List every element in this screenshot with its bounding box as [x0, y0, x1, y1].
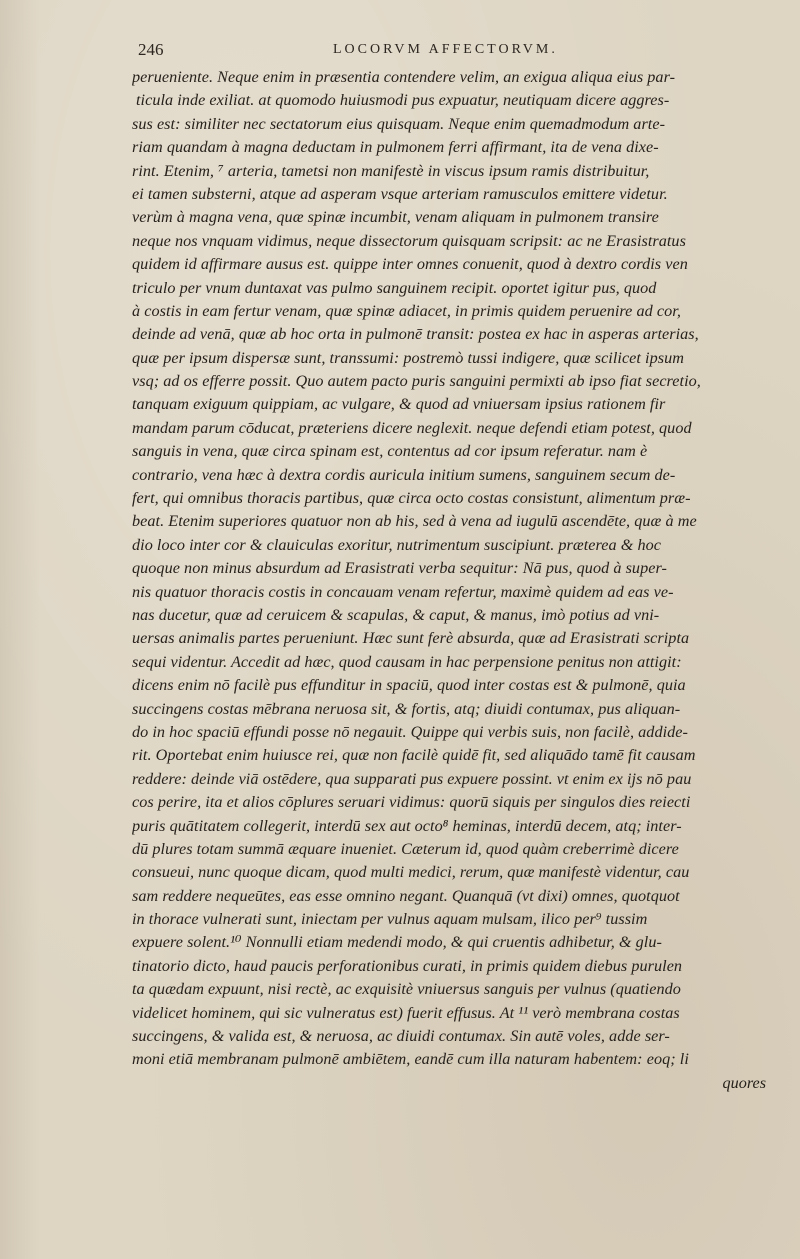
text-line: rint. Etenim, ⁷ arteria, tametsi non manifestè in viscus ipsum ramis distribuitur,	[132, 161, 650, 180]
text-line: rit. Oportebat enim huiusce rei, quæ non facilè quidē fit, sed aliquādo tamē fit causam	[132, 746, 696, 765]
text-line: dicens enim nō facilè pus effunditur in spaciū, quod inter costas est & pulmonē, quia	[132, 676, 686, 695]
text-line: succingens, & valida est, & neruosa, ac diuidi contumax. Sin autē voles, adde ser-	[132, 1027, 670, 1046]
catchword: quores	[722, 1073, 766, 1092]
text-line: perueniente. Neque enim in præsentia contendere velim, an exigua aliqua eius par-	[132, 68, 676, 86]
text-line: sequi videntur. Accedit ad hæc, quod causam in hac perpensione penitus non attigit:	[132, 652, 682, 671]
text-line: dio loco inter cor & clauiculas exoritur, nutrimentum suscipiunt. præterea & hoc	[132, 535, 661, 554]
text-line: contrario, vena hæc à dextra cordis auricula initium sumens, sanguinem secum de-	[132, 465, 676, 484]
text-line: fert, qui omnibus thoracis partibus, quæ circa octo costas consistunt, alimentum præ-	[132, 489, 691, 508]
text-line: triculo per vnum duntaxat vas pulmo sanguinem recipit. oportet igitur pus, quod	[132, 278, 657, 297]
text-line: deinde ad venā, quæ ab hoc orta in pulmonē transit: postea ex hac in asperas arterias,	[132, 325, 699, 344]
text-line: neque nos vnquam vidimus, neque dissectorum quisquam scripsit: ac ne Erasistratus	[132, 231, 686, 250]
text-line: quoque non minus absurdum ad Erasistrati verba sequitur: Nā pus, quod à super-	[132, 559, 667, 578]
text-line: moni etiā membranam pulmonē ambiētem, eandē cum illa naturam habentem: eoq; li	[132, 1050, 689, 1069]
text-line: ta quædam expuunt, nisi rectè, ac exquisitè vniuersus sanguis per vulnus (quatiendo	[132, 980, 681, 999]
text-line: nas ducetur, quæ ad ceruicem & scapulas, & caput, & manus, imò potius ad vni-	[132, 605, 660, 624]
text-line: reddere: deinde viā ostēdere, qua supparati pus expuere possint. vt enim ex ijs nō pau	[132, 769, 692, 788]
text-line: sus est: similiter nec sectatorum eius quisquam. Neque enim quemadmodum arte-	[132, 114, 666, 133]
text-line: sanguis in vena, quæ circa spinam est, contentus ad cor ipsum referatur. nam è	[132, 442, 648, 461]
text-line: consueui, nunc quoque dicam, quod multi medici, rerum, quæ manifestè videntur, cau	[132, 863, 690, 882]
text-line: quidem id affirmare ausus est. quippe inter omnes conuenit, quod à dextro cordis ven	[132, 255, 688, 274]
body-text	[132, 66, 772, 1095]
text-line: mandam parum cōducat, præteriens dicere neglexit. neque defendi etiam potest, quod	[132, 418, 692, 437]
text-line: tinatorio dicto, haud paucis perforationibus curati, in primis quidem diebus purulen	[132, 956, 683, 975]
text-line: ticula inde exiliat. at quomodo huiusmodi pus expuatur, neutiquam dicere aggres-	[136, 91, 670, 110]
text-line: verùm à magna vena, quæ spinæ incumbit, venam aliquam in pulmonem transire	[132, 208, 659, 227]
text-line: riam quandam à magna deductam in pulmonem ferri affirmant, ita de vena dixe-	[132, 138, 659, 157]
text-line: uersas animalis partes perueniunt. Hæc sunt ferè absurda, quæ ad Erasistrati scripta	[132, 629, 690, 648]
text-line: succingens costas mēbrana neruosa sit, & fortis, atq; diuidi contumax, pus aliquan-	[132, 699, 681, 718]
text-line: puris quātitatem collegerit, interdū sex aut octo⁸ heminas, interdū decem, atq; inter-	[132, 816, 682, 835]
page-number: 246	[138, 40, 164, 59]
running-head	[138, 40, 770, 64]
text-line: vsq; ad os efferre possit. Quo autem pacto puris sanguini permixti ab ipso fiat secretio,	[132, 372, 701, 391]
text-line: cos perire, ita et alios cōplures seruari vidimus: quorū siquis per singulos dies reiecti	[132, 793, 691, 812]
text-line: nis quatuor thoracis costis in concauam venam refertur, maximè quidem ad eas ve-	[132, 582, 674, 601]
text-line: quæ per ipsum dispersæ sunt, transsumi: postremò tussi indigere, quæ scilicet ipsum	[132, 348, 684, 367]
text-line: in thorace vulnerati sunt, iniectam per vulnus aquam mulsam, ilico per⁹ tussim	[132, 910, 648, 929]
text-line: à costis in eam fertur venam, quæ spinæ adiacet, in primis quidem peruenire ad cor,	[132, 301, 681, 320]
text-line: do in hoc spaciū effundi posse nō negauit. Quippe qui verbis suis, non facilè, addide-	[132, 722, 688, 741]
text-line: expuere solent.¹⁰ Nonnulli etiam medendi modo, & qui cruentis adhibetur, & glu-	[132, 933, 662, 952]
text-line: beat. Etenim superiores quatuor non ab his, sed à vena ad iugulū ascendēte, quæ à me	[132, 512, 697, 531]
running-title: LOCORVM AFFECTORVM.	[333, 42, 558, 57]
text-line: ei tamen substerni, atque ad asperam vsque arteriam ramusculos emittere videtur.	[132, 184, 668, 203]
text-line: sam reddere nequeūtes, eas esse omnino negant. Quanquā (vt dixi) omnes, quotquot	[132, 886, 680, 905]
text-line: videlicet hominem, qui sic vulneratus est) fuerit effusus. At ¹¹ verò membrana costas	[132, 1003, 680, 1022]
text-line: dū plures totam summā æquare inueniet. Cæterum id, quod quàm creberrimè dicere	[132, 839, 679, 858]
text-line: tanquam exiguum quippiam, ac vulgare, & quod ad vniuersam ipsius rationem fir	[132, 395, 666, 414]
